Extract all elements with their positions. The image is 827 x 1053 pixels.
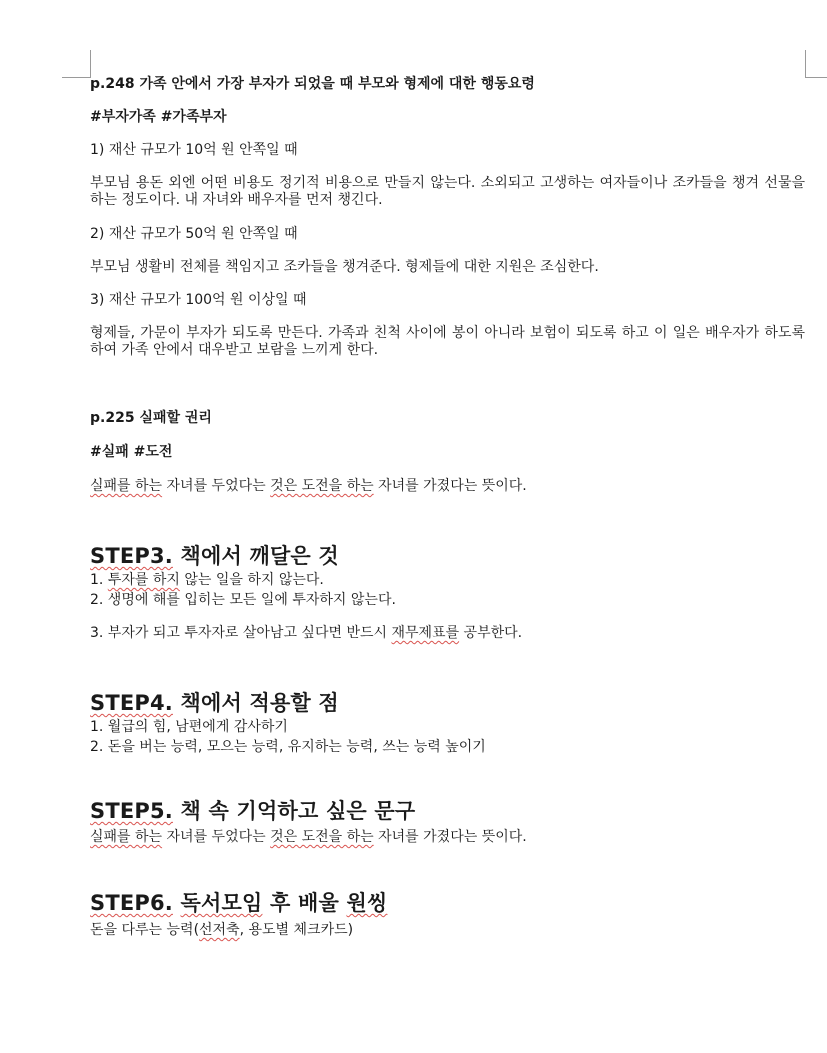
body-text: 돈을 다루는 능력( <box>90 922 200 938</box>
section1-title: p.248 가족 안에서 가장 부자가 되었을 때 부모와 형제에 대한 행동요령 <box>90 76 535 92</box>
step3-heading <box>90 543 805 569</box>
spell-marked-text: 독서모임 <box>180 891 263 915</box>
section1-tags: #부자가족 #가족부자 <box>90 109 227 125</box>
step4-heading <box>90 690 805 716</box>
section2-body <box>90 478 805 495</box>
step3-line2: 2. 생명에 해를 입히는 모든 일에 투자하지 않는다. <box>90 592 396 608</box>
step-title: 책에서 깨달은 것 <box>172 544 339 568</box>
section1-item3-body: 형제들, 가문이 부자가 되도록 만든다. 가족과 친척 사이에 봉이 아니라 보험이 되도록 하고 이 일은 배우자가 하도록 하여 가족 안에서 대우받고 보람을 느끼게 한다. <box>90 325 805 358</box>
spell-marked-text: 재무제표를 <box>391 625 460 641</box>
step-title-space <box>173 891 181 915</box>
step-title: 책에서 적용할 점 <box>172 691 339 715</box>
body-text: 자녀를 가졌다는 뜻이다. <box>373 829 527 845</box>
step-title: 후 배울 <box>262 891 347 915</box>
section2-title: p.225 실패할 권리 <box>90 410 212 426</box>
body-text: 자녀를 두었다는 <box>162 478 271 494</box>
document-body[interactable] <box>90 70 805 939</box>
section1-item3-head: 3) 재산 규모가 100억 원 이상일 때 <box>90 292 307 308</box>
step3-line1 <box>90 572 805 589</box>
step4-line2: 2. 돈을 버는 능력, 모으는 능력, 유지하는 능력, 쓰는 능력 높이기 <box>90 739 486 755</box>
spell-marked-text: 원씽 <box>346 891 388 915</box>
step4-line1: 1. 월급의 힘, 남편에게 감사하기 <box>90 719 288 735</box>
step-label: STEP6. <box>90 891 173 915</box>
step5-body <box>90 829 805 846</box>
section1-item1-head: 1) 재산 규모가 10억 원 안쪽일 때 <box>90 142 298 158</box>
step6-heading <box>90 890 805 916</box>
list-number: 1. <box>90 572 108 588</box>
crop-mark-top-right-horizontal <box>805 77 827 78</box>
step-title: 책 속 기억하고 싶은 문구 <box>172 799 416 823</box>
step-label: STEP4. <box>90 691 173 715</box>
body-text: 자녀를 두었다는 <box>162 829 271 845</box>
spell-marked-text: 투자를 하지 <box>107 572 180 588</box>
body-text: , 용도별 체크카드) <box>239 922 354 938</box>
step-label: STEP3. <box>90 544 173 568</box>
step3-line3 <box>90 625 805 642</box>
step5-heading <box>90 798 805 824</box>
section1-item2-head: 2) 재산 규모가 50억 원 안쪽일 때 <box>90 226 298 242</box>
spell-marked-text: 것은 도전을 하는 <box>270 478 374 494</box>
spell-marked-text: 실패를 하는 <box>90 829 163 845</box>
body-text: 공부한다. <box>459 625 523 641</box>
spell-marked-text: 실패를 하는 <box>90 478 163 494</box>
step6-body <box>90 922 805 939</box>
section2-tags: #실패 #도전 <box>90 444 173 460</box>
crop-mark-top-right-vertical <box>805 50 806 78</box>
spell-marked-text: 것은 도전을 하는 <box>270 829 374 845</box>
body-text: 3. 부자가 되고 투자자로 살아남고 싶다면 반드시 <box>90 625 392 641</box>
spell-marked-text: 선저축 <box>199 922 240 938</box>
step-label: STEP5. <box>90 799 173 823</box>
section1-item1-body: 부모님 용돈 외엔 어떤 비용도 정기적 비용으로 만들지 않는다. 소외되고 고생하는 여자들이나 조카들을 챙겨 선물을 하는 정도이다. 내 자녀와 배우자를 먼저 챙긴다. <box>90 175 805 208</box>
section1-item2-body: 부모님 생활비 전체를 책임지고 조카들을 챙겨준다. 형제들에 대한 지원은 조심한다. <box>90 259 599 275</box>
crop-mark-top-left-horizontal <box>62 77 90 78</box>
body-text: 않는 일을 하지 않는다. <box>179 572 324 588</box>
body-text: 자녀를 가졌다는 뜻이다. <box>373 478 527 494</box>
